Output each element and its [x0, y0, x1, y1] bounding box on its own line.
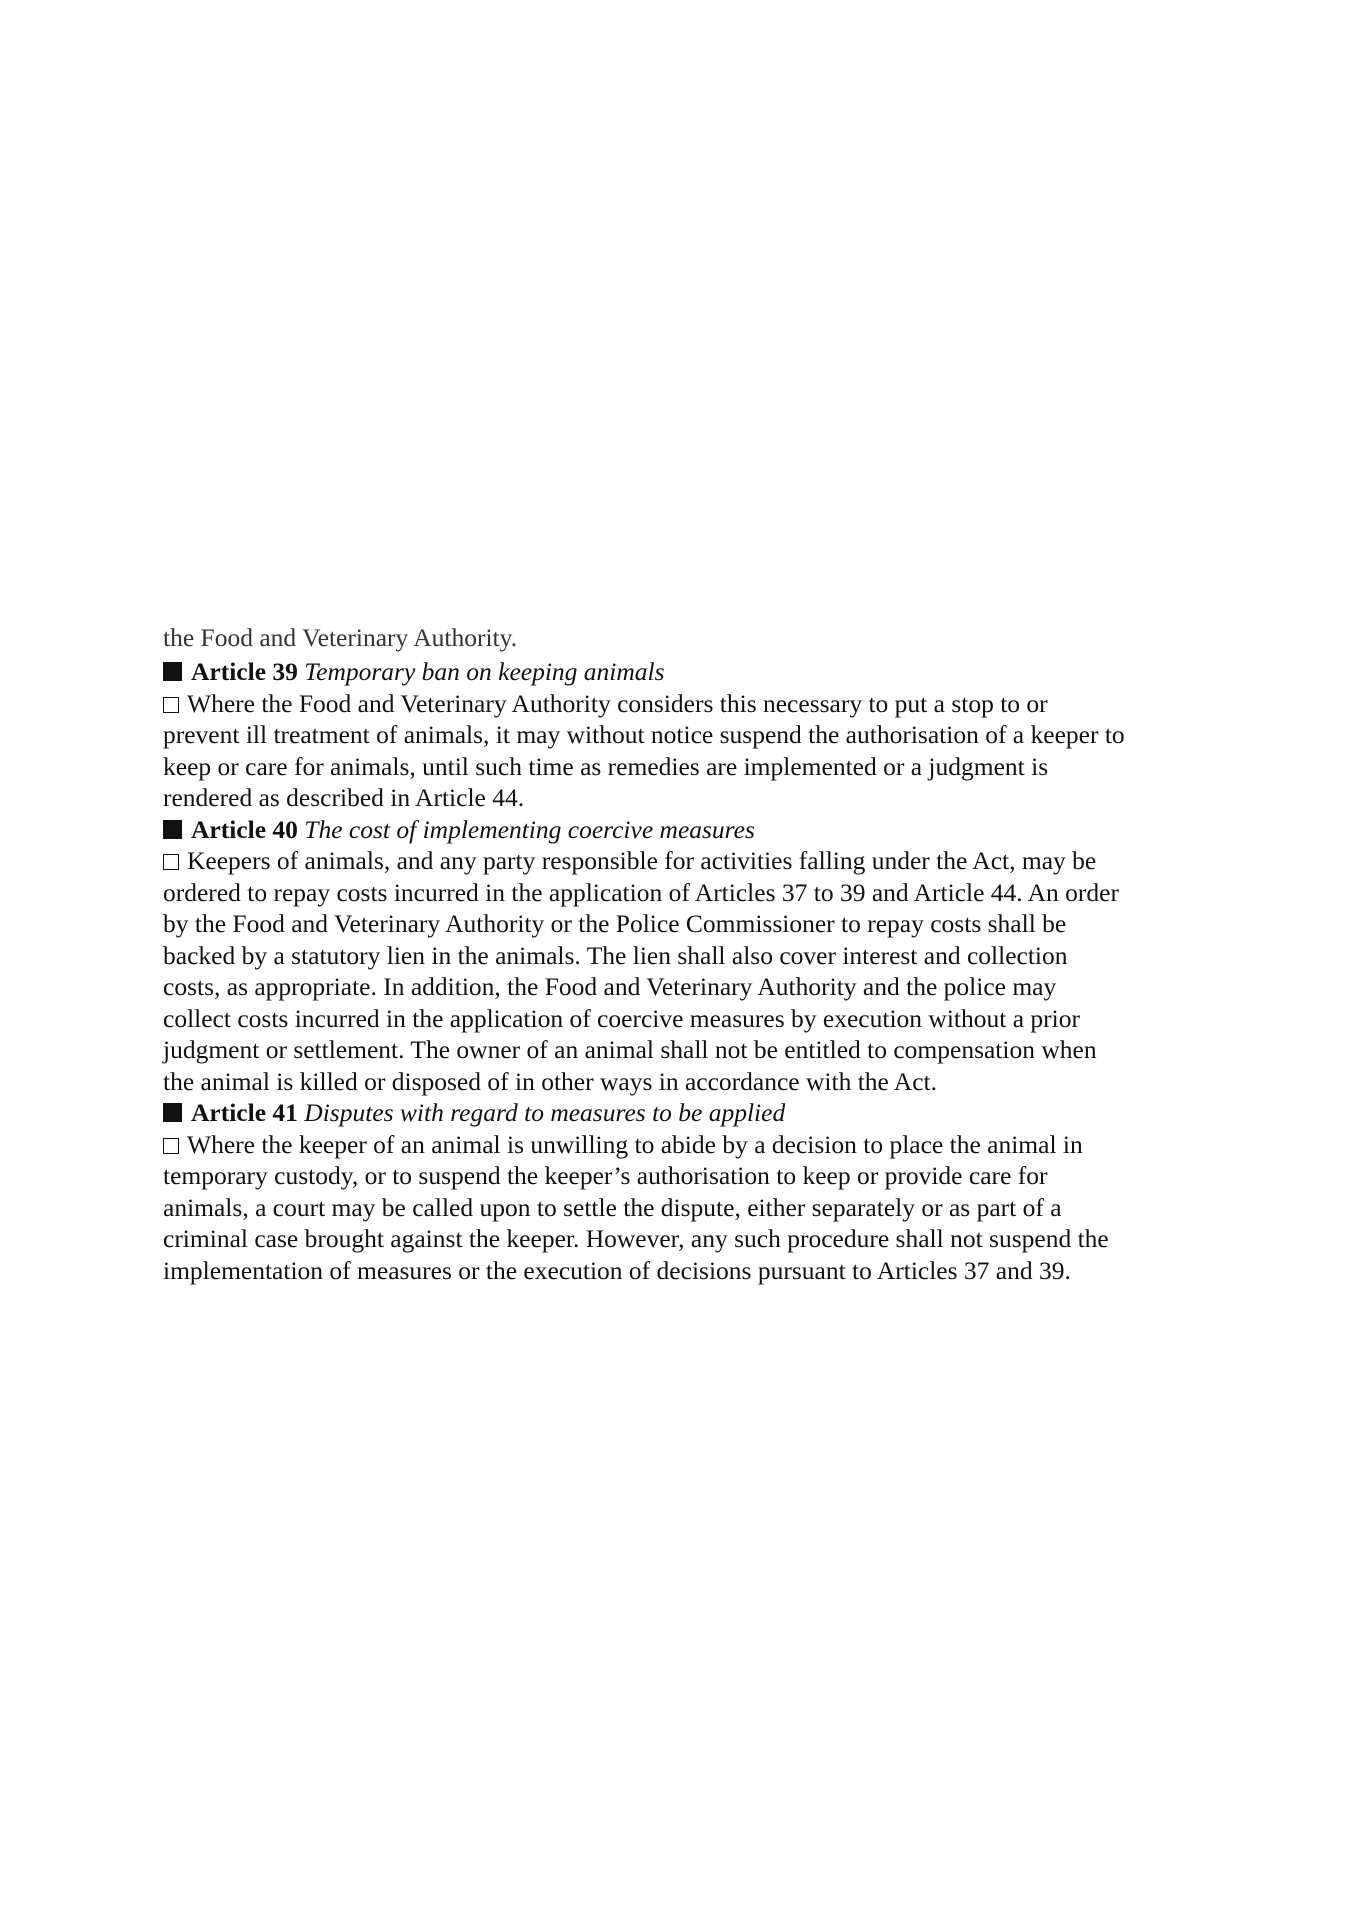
filled-square-icon — [163, 662, 182, 681]
paragraph-line: Keepers of animals, and any party responsible for activities falling under the Act, may be — [187, 846, 1097, 875]
paragraph-line: Where the keeper of an animal is unwilling to abide by a decision to place the animal in — [187, 1129, 1083, 1159]
article-heading — [163, 656, 1223, 688]
article-40 — [163, 814, 1223, 1098]
open-square-icon — [163, 1138, 179, 1154]
article-paragraph — [163, 688, 1223, 814]
paragraph-line: ordered to repay costs incurred in the application of Articles 37 to 39 and Article 44. An order — [163, 877, 1119, 907]
paragraph-line: costs, as appropriate. In addition, the Food and Veterinary Authority and the police may — [163, 972, 1057, 1001]
paragraph-line: rendered as described in Article 44. — [163, 783, 525, 812]
paragraph-line: animals, a court may be called upon to settle the dispute, either separately or as part of a — [163, 1192, 1062, 1222]
article-title: Disputes with regard to measures to be applied — [304, 1098, 786, 1127]
article-label: Article 40 — [191, 814, 298, 844]
paragraph-line: prevent ill treatment of animals, it may without notice suspend the authorisation of a keeper to — [163, 720, 1125, 749]
paragraph-line: collect costs incurred in the application of coercive measures by execution without a prior — [163, 1003, 1080, 1033]
paragraph-line: Where the Food and Veterinary Authority considers this necessary to put a stop to or — [187, 688, 1048, 718]
paragraph-line: by the Food and Veterinary Authority or the Police Commissioner to repay costs shall be — [163, 909, 1067, 938]
article-39 — [163, 656, 1223, 814]
document-body — [163, 623, 1223, 1286]
article-heading — [163, 1097, 1223, 1129]
paragraph-line: judgment or settlement. The owner of an animal shall not be entitled to compensation when — [163, 1035, 1097, 1064]
article-paragraph — [163, 1129, 1223, 1287]
filled-square-icon — [163, 1103, 182, 1122]
open-square-icon — [163, 697, 179, 713]
paragraph-line: criminal case brought against the keeper. However, any such procedure shall not suspend the — [163, 1224, 1109, 1253]
article-heading — [163, 814, 1223, 846]
cutoff-text-line — [163, 623, 1223, 656]
article-41 — [163, 1097, 1223, 1286]
article-title: The cost of implementing coercive measures — [304, 814, 755, 844]
filled-square-icon — [163, 820, 182, 839]
paragraph-line: implementation of measures or the execution of decisions pursuant to Articles 37 and 39. — [163, 1255, 1071, 1285]
cutoff-text: the Food and Veterinary Authority. — [163, 623, 518, 652]
article-label: Article 39 — [191, 657, 298, 686]
paragraph-line: the animal is killed or disposed of in other ways in accordance with the Act. — [163, 1066, 938, 1096]
paragraph-line: backed by a statutory lien in the animals. The lien shall also cover interest and collection — [163, 940, 1068, 970]
article-paragraph — [163, 845, 1223, 1097]
article-title: Temporary ban on keeping animals — [304, 657, 665, 686]
article-label: Article 41 — [191, 1098, 298, 1127]
paragraph-line: keep or care for animals, until such time as remedies are implemented or a judgment is — [163, 751, 1049, 781]
open-square-icon — [163, 854, 179, 870]
paragraph-line: temporary custody, or to suspend the keeper’s authorisation to keep or provide care for — [163, 1161, 1048, 1190]
